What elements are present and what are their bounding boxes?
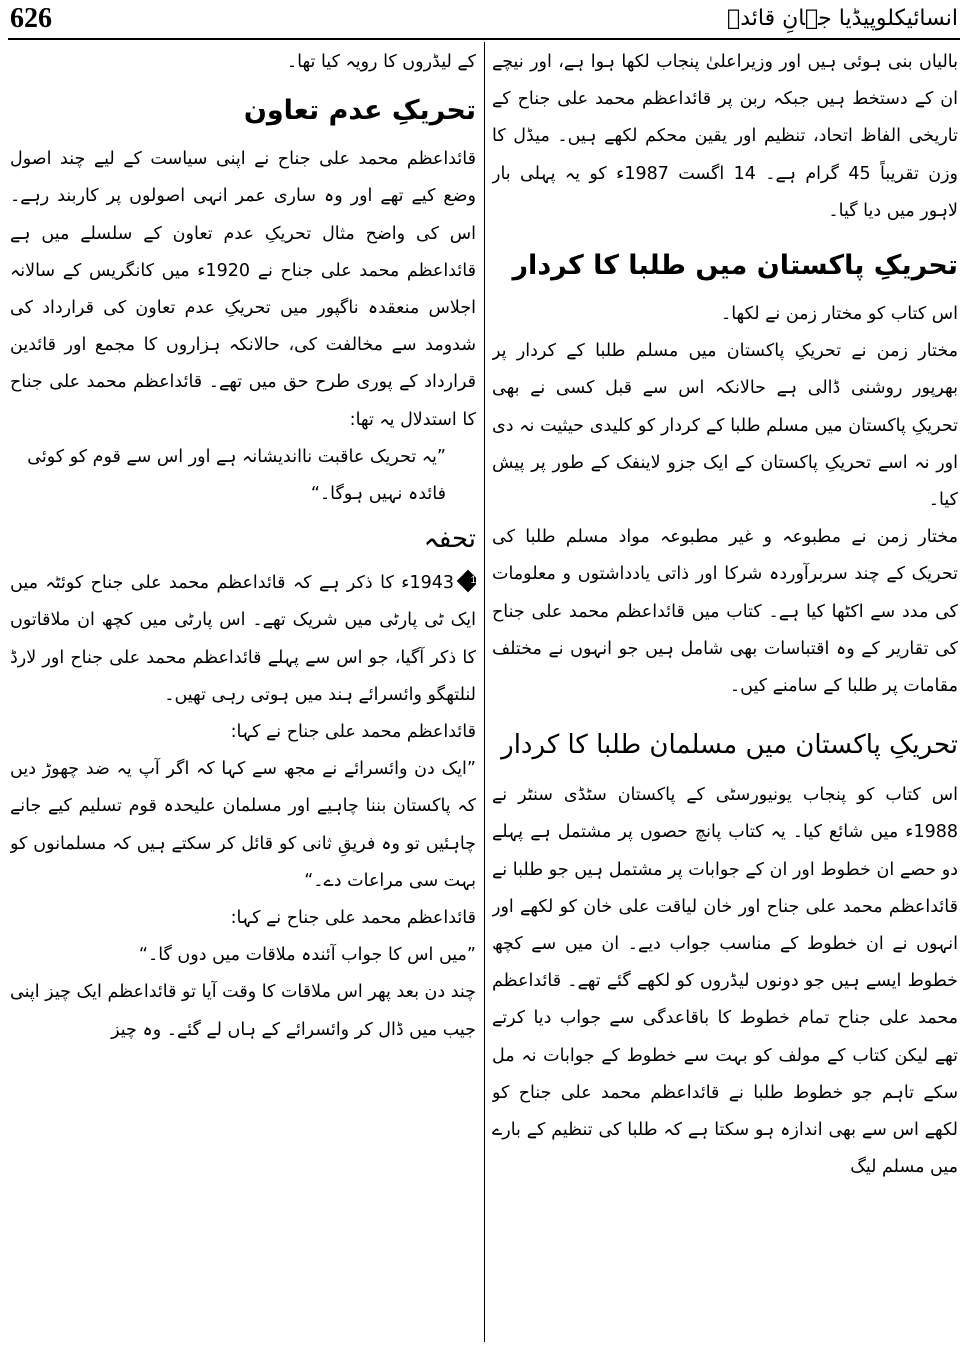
bullet-text: 1943ء کا ذکر ہے کہ قائداعظم محمد علی جناح کوئٹہ میں ایک ٹی پارٹی میں شریک تھے۔ اس پارٹی میں کچھ ان ملاقاتوں کا ذکر آگیا، جو اس سے پہلے قائداعظم محمد علی جناح اور لارڈ لنلتھگو وائسرائے ہند میں ہوتی رہی تھیں۔ (10, 573, 476, 705)
running-header: انسائیکلوپیڈیا جہانِ قائدؒ (727, 6, 958, 31)
quotation: ”ایک دن وائسرائے نے مجھ سے کہا کہ اگر آپ یہ ضد چھوڑ دیں کہ پاکستان بننا چاہیے اور مسلمان علیحدہ قوم تسلیم کیے جانے چاہئیں تو وہ فریقِ ثانی کو قائل کر سکتے ہیں کہ مسلمانوں کو بہت سی مراعات دے۔“ (10, 759, 476, 891)
bullet-paragraph (10, 565, 476, 714)
quotation: ”میں اس کا جواب آئندہ ملاقات میں دوں گا۔“ (138, 945, 476, 966)
paragraph: قائداعظم محمد علی جناح نے کہا: (230, 908, 476, 929)
quotation: ”یہ تحریک عاقبت نااندیشانہ ہے اور اس سے قوم کو کوئی فائدہ نہیں ہوگا۔“ (27, 446, 446, 505)
paragraph: مختار زمن نے مطبوعہ و غیر مطبوعہ مواد مسلم طلبا کی تحریک کے چند سربرآوردہ شرکا اور ذاتی یادداشتوں و معلومات کی مدد سے اکٹھا کیا ہے۔ کتاب میں قائداعظم محمد علی جناح کی تقاریر کے وہ اقتباسات بھی شامل ہیں جو انہوں نے مختلف مقامات پر طلبا کے سامنے کیں۔ (492, 527, 958, 697)
section-heading: تحریکِ پاکستان میں مسلمان طلبا کا کردار (501, 730, 958, 761)
column-divider (484, 42, 485, 1342)
left-column (10, 44, 476, 1344)
paragraph: اس کتاب کو مختار زمن نے لکھا۔ (720, 304, 958, 325)
right-column (492, 44, 958, 1344)
section-heading: تحریکِ پاکستان میں طلبا کا کردار (512, 250, 958, 282)
header-rule (8, 38, 960, 40)
paragraph: اس کتاب کو پنجاب یونیورسٹی کے پاکستان سٹڈی سنٹر نے 1988ء میں شائع کیا۔ یہ کتاب پانچ حصوں پر مشتمل ہے پہلے دو حصے ان خطوط اور ان کے جوابات پر مشتمل ہیں جو طلبا نے قائداعظم محمد علی جناح اور خان لیاقت علی خان کو لکھے اور انہوں نے ان خطوط کے مناسب جواب دیے۔ ان میں سے کچھ خطوط ایسے ہیں جو دونوں لیڈروں کو لکھے گئے تھے۔ قائداعظم محمد علی جناح تمام خطوط کا باقاعدگی سے جواب دیا کرتے تھے لیکن کتاب کے مولف کو بہت سے خطوط کے جوابات نہ مل سکے تاہم جو خطوط طلبا نے قائداعظم محمد علی جناح کو لکھے اس سے بھی اندازہ ہو سکتا ہے کہ طلبا کی تنظیم کے بارے میں مسلم لیگ (492, 785, 958, 1178)
paragraph: چند دن بعد پھر اس ملاقات کا وقت آیا تو قائداعظم ایک چیز اپنی جیب میں ڈال کر وائسرائے کے ہاں لے گئے۔ وہ چیز (10, 982, 476, 1040)
paragraph: کے لیڈروں کا رویہ کیا تھا۔ (286, 52, 476, 72)
paragraph: قائداعظم محمد علی جناح نے کہا: (230, 722, 476, 743)
paragraph: قائداعظم محمد علی جناح نے اپنی سیاست کے لیے چند اصول وضع کیے تھے اور وہ ساری عمر انہی اصولوں پر کاربند رہے۔ اس کی واضح مثال تحریکِ عدم تعاون کے سلسلے میں ہے قائداعظم محمد علی جناح نے 1920ء میں کانگریس کے سالانہ اجلاس منعقدہ ناگپور میں تحریکِ عدم تعاون کی قرارداد کی شدومد سے مخالفت کی، حالانکہ ہزاروں کا مجمع اور قائدین قرارداد کے پوری طرح حق میں تھے۔ قائداعظم محمد علی جناح کا استدلال یہ تھا: (10, 149, 476, 430)
diamond-bullet-icon: 1 (457, 570, 476, 593)
paragraph: مختار زمن نے تحریکِ پاکستان میں مسلم طلبا کے کردار پر بھرپور روشنی ڈالی ہے حالانکہ اس سے قبل کسی نے بھی تحریکِ پاکستان میں مسلم طلبا کے کردار کو کلیدی حیثیت نہ دی اور نہ اسے تحریکِ پاکستان کے ایک جزو لاینفک کے طور پر پیش کیا۔ (492, 341, 958, 511)
paragraph: بالیاں بنی ہوئی ہیں اور وزیراعلیٰ پنجاب لکھا ہوا ہے، اور نیچے ان کے دستخط ہیں جبکہ ربن پر قائداعظم محمد علی جناح کے تاریخی الفاظ اتحاد، تنظیم اور یقین محکم لکھے ہیں۔ میڈل کا وزن تقریباً 45 گرام ہے۔ 14 اگست 1987ء کو یہ پہلی بار لاہور میں دیا گیا۔ (492, 52, 958, 221)
section-heading: تحریکِ عدم تعاون (243, 95, 476, 127)
section-heading: تحفہ (423, 524, 476, 555)
page-number: 626 (10, 3, 52, 34)
